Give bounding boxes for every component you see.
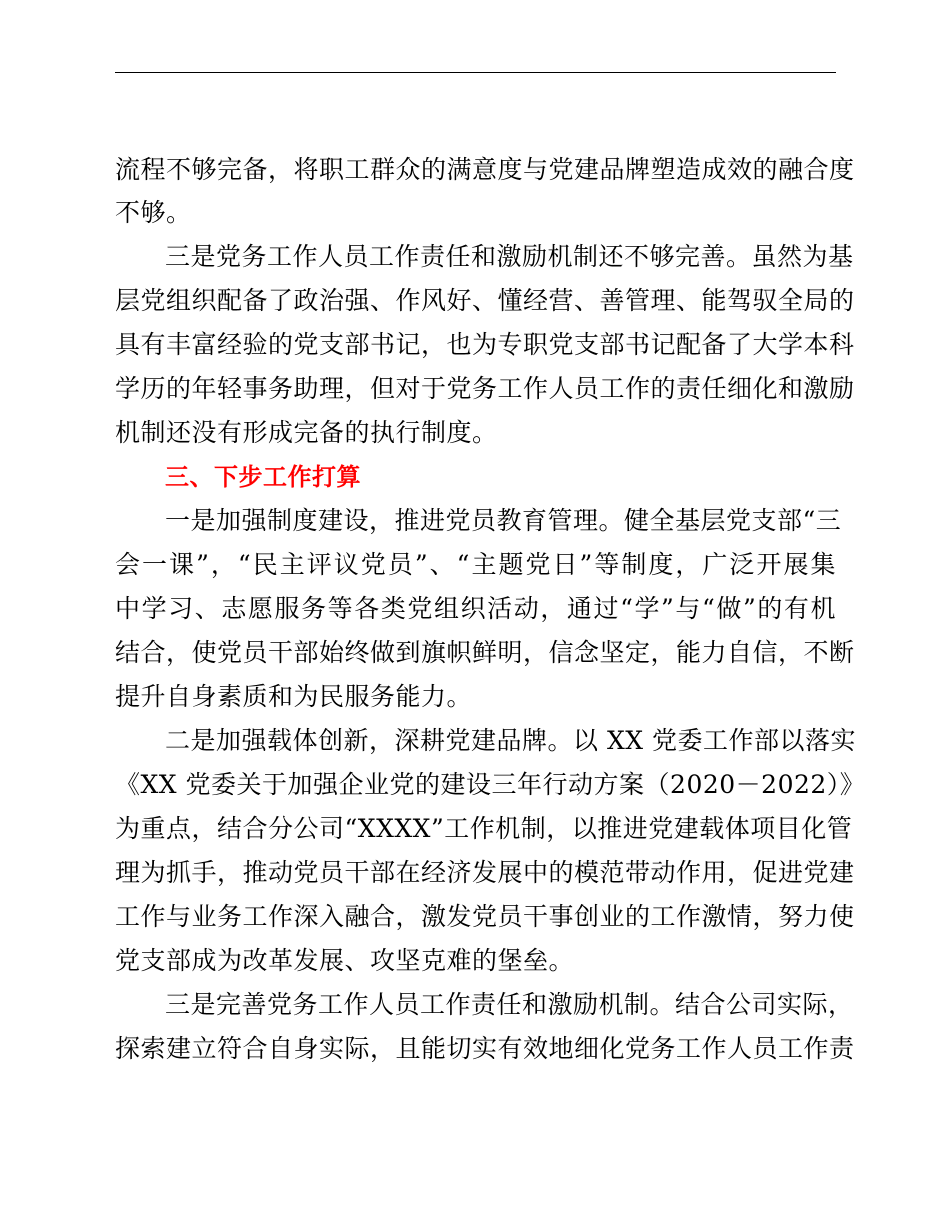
- body-text-line: 工作与业务工作深入融合，激发党员干事创业的工作激情，努力使: [115, 902, 855, 931]
- body-text-line: 探索建立符合自身实际，且能切实有效地细化党务工作人员工作责: [115, 1034, 855, 1063]
- body-text-line: 一是加强制度建设，推进党员教育管理。健全基层党支部“三: [165, 506, 842, 535]
- body-text-line: 理为抓手，推动党员干部在经济发展中的模范带动作用，促进党建: [115, 858, 855, 887]
- body-text-line: 三是党务工作人员工作责任和激励机制还不够完善。虽然为基: [165, 242, 854, 271]
- section-heading: 三、下步工作打算: [165, 463, 361, 491]
- body-text-line: 会一课”，“民主评议党员”、“主题党日”等制度，广泛开展集: [115, 550, 836, 579]
- body-text-line: 提升自身素质和为民服务能力。: [115, 682, 473, 711]
- header-rule: [115, 72, 836, 73]
- body-text-line: 机制还没有形成完备的执行制度。: [115, 418, 498, 447]
- body-text-line: 二是加强载体创新，深耕党建品牌。以 XX 党委工作部以落实: [165, 726, 856, 755]
- body-text-line: 中学习、志愿服务等各类党组织活动，通过“学”与“做”的有机: [115, 594, 836, 623]
- body-text-line: 不够。: [115, 198, 192, 227]
- body-text-line: 学历的年轻事务助理，但对于党务工作人员工作的责任细化和激励: [115, 374, 855, 403]
- body-text-line: 具有丰富经验的党支部书记，也为专职党支部书记配备了大学本科: [115, 330, 855, 359]
- body-text-line: 《XX 党委关于加强企业党的建设三年行动方案（2020－2022）》: [115, 770, 866, 799]
- body-text-line: 结合，使党员干部始终做到旗帜鲜明，信念坚定，能力自信，不断: [115, 638, 855, 667]
- body-text-line: 党支部成为改革发展、攻坚克难的堡垒。: [115, 946, 575, 975]
- body-text-line: 流程不够完备，将职工群众的满意度与党建品牌塑造成效的融合度: [115, 155, 855, 184]
- body-text-line: 三是完善党务工作人员工作责任和激励机制。结合公司实际，: [165, 990, 854, 1019]
- body-text-line: 层党组织配备了政治强、作风好、懂经营、善管理、能驾驭全局的: [115, 286, 855, 315]
- body-text-line: 为重点，结合分公司“XXXX”工作机制，以推进党建载体项目化管: [115, 814, 853, 843]
